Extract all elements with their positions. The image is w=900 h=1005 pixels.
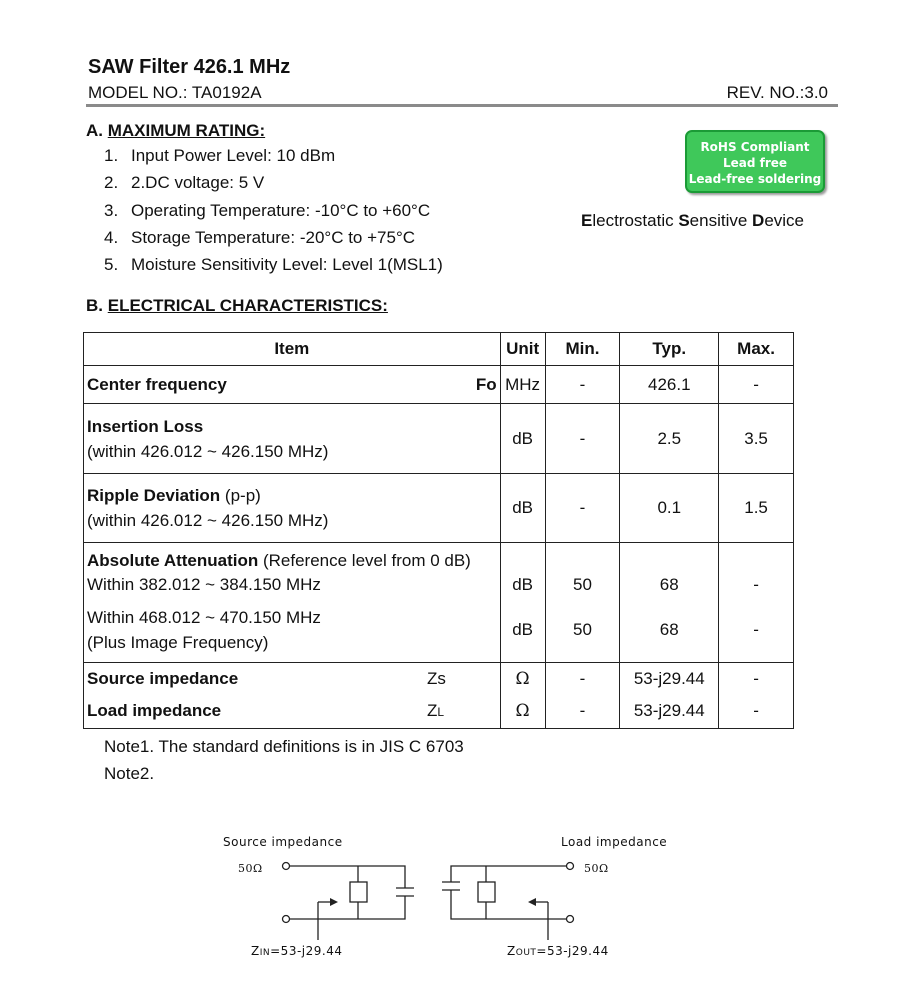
esd-letter: D (752, 211, 765, 230)
unit-cell: Ω (500, 695, 545, 729)
header-item: Item (84, 333, 501, 366)
list-number: 2. (104, 173, 119, 193)
resistor-icon (350, 882, 367, 902)
list-number: 4. (104, 227, 119, 247)
max-cell: - (719, 571, 794, 599)
typ-cell: 68 (620, 571, 719, 599)
header-max: Max. (719, 333, 794, 366)
source-impedance-label: Source impedance (223, 835, 343, 849)
esd-text: evice (764, 211, 805, 230)
param-symbol-sub: L (437, 705, 445, 720)
zin-sub: IN (259, 948, 271, 958)
zout-value: =53-j29.44 (536, 944, 609, 958)
param-symbol: Z (427, 701, 438, 721)
wire (290, 866, 405, 888)
param-condition: (Plus Image Frequency) (87, 633, 269, 653)
typ-cell: 426.1 (620, 366, 719, 404)
section-a-prefix: A. (86, 121, 103, 140)
terminal-icon (283, 916, 290, 923)
unit-cell: dB (500, 404, 545, 474)
zin-value: =53-j29.44 (270, 944, 343, 958)
wire (290, 896, 405, 919)
terminal-icon (567, 863, 574, 870)
resistor-icon (478, 882, 495, 902)
list-number: 3. (104, 200, 119, 220)
model-number: MODEL NO.: TA0192A (88, 83, 262, 102)
unit-cell: Ω (500, 663, 545, 695)
list-text: Operating Temperature: -10°C to +60°C (131, 200, 431, 220)
list-text: Moisture Sensitivity Level: Level 1(MSL1) (131, 255, 443, 275)
esd-letter: E (581, 211, 593, 230)
note-2: Note2. (104, 764, 155, 783)
list-number: 5. (104, 255, 119, 275)
list-text: 2.DC voltage: 5 V (131, 173, 265, 193)
wire (451, 890, 566, 919)
typ-cell: 2.5 (620, 404, 719, 474)
zout-main: Z (507, 944, 516, 958)
load-ohm-label: 50Ω (584, 862, 609, 875)
esd-text: ensitive (689, 211, 753, 230)
unit-cell: MHz (500, 366, 545, 404)
arrow-head-icon (528, 898, 536, 906)
min-cell: 50 (545, 599, 620, 663)
min-cell: - (545, 695, 620, 729)
terminal-icon (567, 916, 574, 923)
source-ohm-label: 50Ω (238, 862, 263, 875)
unit-cell: dB (500, 571, 545, 599)
min-cell: - (545, 474, 620, 543)
param-condition: Within 468.012 ~ 470.150 MHz (87, 608, 321, 628)
header-min: Min. (545, 333, 620, 366)
rohs-line: Lead free (722, 156, 788, 170)
list-text: Input Power Level: 10 dBm (131, 146, 336, 165)
document-title: SAW Filter 426.1 MHz (88, 56, 291, 78)
note-1: Note1. The standard definitions is in JIS C 6703 (104, 737, 464, 756)
arrow-head-icon (330, 898, 338, 906)
param-name: Ripple Deviation (87, 486, 221, 505)
param-symbol: Fo (475, 374, 497, 394)
wire (451, 866, 566, 882)
max-cell: - (719, 366, 794, 404)
unit-cell: dB (500, 474, 545, 543)
rohs-line: Lead-free soldering (688, 172, 822, 186)
param-symbol: Zs (427, 668, 446, 688)
param-name: Load impedance (87, 701, 222, 721)
item-cell: Within 382.012 ~ 384.150 MHz (84, 571, 501, 599)
esd-letter: S (678, 211, 690, 230)
list-text: Storage Temperature: -20°C to +75°C (131, 227, 416, 247)
max-cell: 3.5 (719, 404, 794, 474)
param-name: Absolute Attenuation (87, 550, 259, 570)
param-name: Center frequency (87, 374, 227, 394)
min-cell: - (545, 366, 620, 404)
param-name: Source impedance (87, 668, 239, 688)
capacitor-icon (396, 888, 414, 896)
param-suffix: (Reference level from 0 dB) (258, 550, 471, 570)
terminal-icon (283, 863, 290, 870)
load-impedance-label: Load impedance (561, 835, 668, 849)
max-cell: 1.5 (719, 474, 794, 543)
header-typ: Typ. (620, 333, 719, 366)
section-a-title: MAXIMUM RATING: (107, 121, 266, 140)
esd-text: lectrostatic (592, 211, 679, 230)
capacitor-icon (442, 882, 460, 890)
param-condition: (within 426.012 ~ 426.150 MHz) (87, 511, 329, 530)
min-cell: - (545, 404, 620, 474)
section-b-title: ELECTRICAL CHARACTERISTICS: (107, 296, 388, 315)
max-cell: - (719, 663, 794, 695)
max-cell: - (719, 599, 794, 663)
section-b-prefix: B. (86, 296, 103, 315)
rohs-line: RoHS Compliant (700, 140, 810, 154)
zin-main: Z (251, 944, 260, 958)
param-name: Insertion Loss (87, 416, 204, 436)
typ-cell: 0.1 (620, 474, 719, 543)
min-cell: 50 (545, 571, 620, 599)
revision-number: REV. NO.:3.0 (726, 83, 828, 102)
typ-cell: 53-j29.44 (620, 663, 719, 695)
unit-cell: dB (500, 599, 545, 663)
min-cell: - (545, 663, 620, 695)
typ-cell: 53-j29.44 (620, 695, 719, 729)
header-unit: Unit (500, 333, 545, 366)
typ-cell: 68 (620, 599, 719, 663)
list-number: 1. (104, 146, 119, 165)
param-suffix: (p-p) (220, 486, 261, 505)
zout-sub: OUT (515, 948, 537, 958)
param-condition: (within 426.012 ~ 426.150 MHz) (87, 441, 329, 461)
max-cell: - (719, 695, 794, 729)
